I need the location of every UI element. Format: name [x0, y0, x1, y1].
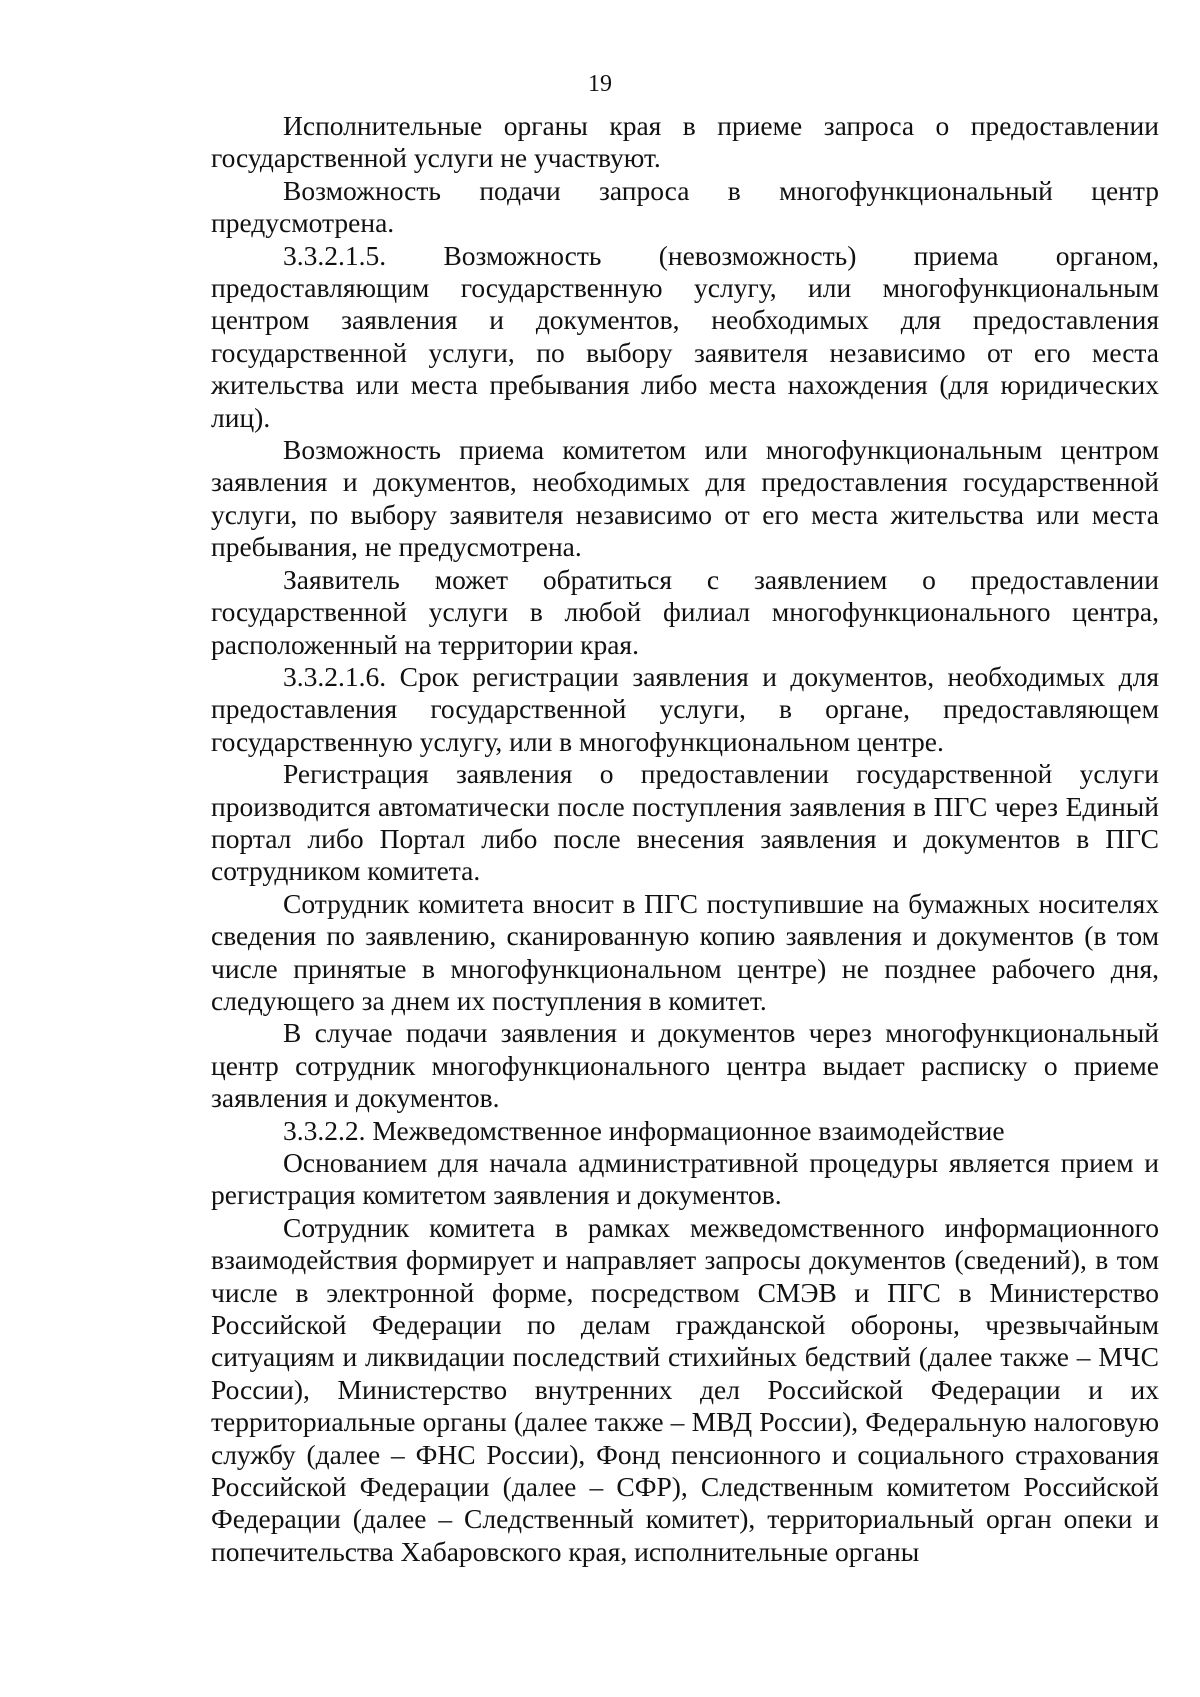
- paragraph: Сотрудник комитета вносит в ПГС поступившие на бумажных носителях сведения по заявлению, сканированную копию заявления и документов (в том числе принятые в многофункциональном центре) не позднее рабочего дня, следующего за днем их поступления в комитет.: [211, 887, 1159, 1016]
- document-body: [211, 110, 1159, 1568]
- paragraph: В случае подачи заявления и документов через многофункциональный центр сотрудник многофункционального центра выдает расписку о приеме заявления и документов.: [211, 1017, 1159, 1114]
- paragraph: 3.3.2.1.6. Срок регистрации заявления и документов, необходимых для предоставления государственной услуги, в органе, предоставляющем государственную услугу, или в многофункциональном центре.: [211, 660, 1159, 757]
- section-heading: 3.3.2.2. Межведомственное информационное взаимодействие: [283, 1114, 1005, 1146]
- paragraph: Основанием для начала административной процедуры является прием и регистрация комитетом заявления и документов.: [211, 1147, 1159, 1211]
- paragraph: 3.3.2.1.5. Возможность (невозможность) приема органом, предоставляющим государственную услугу, или многофункциональным центром заявления и документов, необходимых для предоставления государственной услуги, по выбору заявителя независимо от его места жительства или места пребывания либо места нахождения (для юридических лиц).: [211, 239, 1159, 433]
- paragraph: Сотрудник комитета в рамках межведомственного информационного взаимодействия формирует и направляет запросы документов (сведений), в том числе в электронной форме, посредством СМЭВ и ПГС в Министерство Российской Федерации по делам гражданской обороны, чрезвычайным ситуациям и ликвидации последствий стихийных бедствий (далее также – МЧС России), Министерство внутренних дел Российской Федерации и их территориальные органы (далее также – МВД России), Федеральную налоговую службу (далее – ФНС России), Фонд пенсионного и социального страхования Российской Федерации (далее – СФР), Следственным комитетом Российской Федерации (далее – Следственный комитет), территориальный орган опеки и попечительства Хабаровского края, исполнительные органы: [211, 1211, 1159, 1567]
- paragraph: Возможность приема комитетом или многофункциональным центром заявления и документов, необходимых для предоставления государственной услуги, по выбору заявителя независимо от его места жительства или места пребывания, не предусмотрена.: [211, 434, 1159, 563]
- paragraph: Регистрация заявления о предоставлении государственной услуги производится автоматически после поступления заявления в ПГС через Единый портал либо Портал либо после внесения заявления и документов в ПГС сотрудником комитета.: [211, 758, 1159, 887]
- paragraph: Исполнительные органы края в приеме запроса о предоставлении государственной услуги не участвуют.: [211, 110, 1159, 174]
- paragraph: Возможность подачи запроса в многофункциональный центр предусмотрена.: [211, 174, 1159, 239]
- page-number: 19: [588, 71, 612, 97]
- paragraph: Заявитель может обратиться с заявлением о предоставлении государственной услуги в любой филиал многофункционального центра, расположенный на территории края.: [211, 563, 1159, 660]
